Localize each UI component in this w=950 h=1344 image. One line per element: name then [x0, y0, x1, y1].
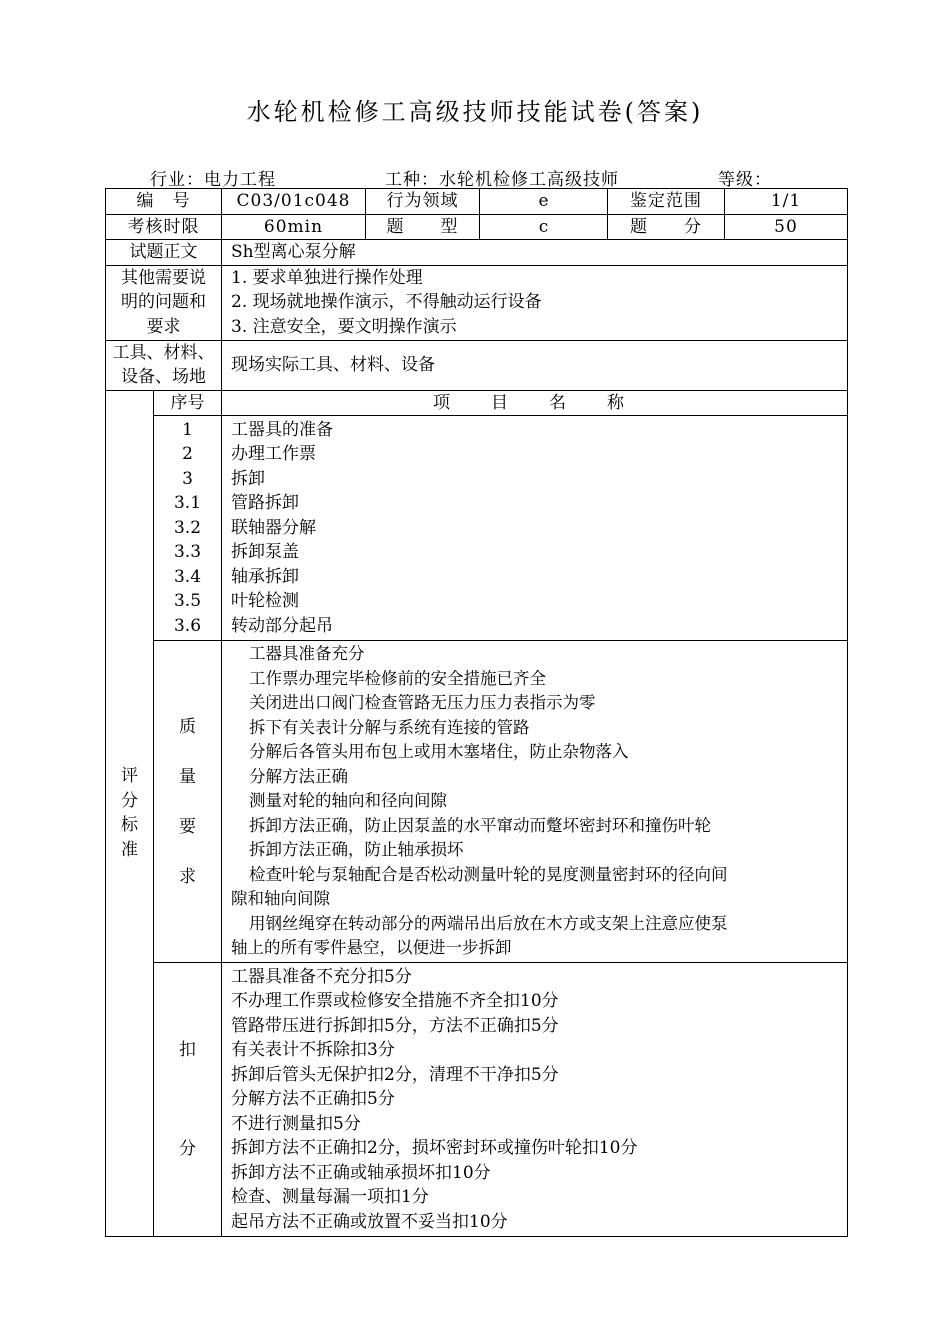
deduct-items: [222, 963, 848, 1237]
seq-header: 序号: [154, 390, 222, 416]
quality-item: 检查叶轮与泵轴配合是否松动测量叶轮的晃度测量密封环的径向间: [249, 864, 728, 884]
requirement-item: 1. 要求单独进行操作处理: [231, 267, 423, 288]
score-label: 题 分: [608, 214, 725, 240]
quality-item: 拆卸方法正确，防止轴承损坏: [249, 840, 464, 860]
quality-item: 隙和轴向间隙: [231, 889, 330, 909]
item-name: 管路拆卸: [231, 493, 299, 514]
seq-no: 2: [182, 444, 193, 465]
question-label: 试题正文: [106, 240, 222, 266]
requirement-item: 2. 现场就地操作演示，不得触动运行设备: [231, 292, 542, 313]
seq-no: 3.4: [173, 566, 202, 587]
seq-no: 3.5: [173, 591, 202, 612]
code-value: C03/01c048: [222, 189, 366, 215]
quality-item: 分解方法正确: [249, 766, 348, 786]
seq-column: [154, 416, 222, 641]
item-name: 拆卸: [231, 468, 265, 489]
quality-item: 拆卸方法正确，防止因泵盖的水平窜动而蹩坏密封环和撞伤叶轮: [249, 815, 711, 835]
type-label: 题 型: [366, 214, 480, 240]
other-requirements: [222, 265, 848, 340]
deduct-item: 不进行测量扣5分: [231, 1113, 361, 1134]
seq-no: 3.3: [173, 542, 202, 563]
quality-item: 拆下有关表计分解与系统有连接的管路: [249, 717, 530, 737]
deduct-item: 起吊方法不正确或放置不妥当扣10分: [231, 1211, 508, 1232]
quality-item: 工作票办理完毕检修前的安全措施已齐全: [249, 668, 546, 688]
deduct-item: 拆卸后管头无保护扣2分，清理不干净扣5分: [231, 1064, 559, 1085]
tools-text: 现场实际工具、材料、设备: [222, 340, 848, 390]
exam-table: [105, 188, 848, 1237]
code-label: 编 号: [106, 189, 222, 215]
seq-no: 3.1: [173, 493, 202, 514]
deduct-label: 扣 分: [154, 963, 222, 1237]
deduct-item: 有关表计不拆除扣3分: [231, 1040, 395, 1061]
time-label: 考核时限: [106, 214, 222, 240]
deduct-item: 检查、测量每漏一项扣1分: [231, 1187, 429, 1208]
item-names: [222, 416, 848, 641]
deduct-item: 拆卸方法不正确扣2分，损坏密封环或撞伤叶轮扣10分: [231, 1138, 638, 1159]
name-header: 项 目 名 称: [222, 390, 848, 416]
industry-label: 行业：电力工程: [150, 170, 276, 190]
scope-value: 1/1: [725, 189, 848, 215]
quality-item: 测量对轮的轴向和径向间隙: [249, 791, 447, 811]
type-value: c: [480, 214, 608, 240]
deduct-item: 工器具准备不充分扣5分: [231, 966, 412, 987]
quality-item: 工器具准备充分: [249, 644, 365, 664]
quality-label: 质 量 要 求: [154, 641, 222, 963]
seq-no: 3.2: [173, 517, 202, 538]
item-name: 转动部分起吊: [231, 615, 333, 636]
quality-requirements: [222, 641, 848, 963]
scoring-label: 评 分 标 准: [106, 390, 154, 1237]
requirement-item: 3. 注意安全，要文明操作演示: [231, 316, 457, 337]
tools-label: 工具、材料、 设备、场地: [106, 340, 222, 390]
grade-label: 等级：: [718, 170, 772, 190]
seq-no: 3.6: [173, 615, 202, 636]
page-title: 水轮机检修工高级技师技能试卷(答案): [246, 98, 704, 126]
quality-item: 关闭进出口阀门检查管路无压力压力表指示为零: [249, 693, 596, 713]
quality-item: 轴上的所有零件悬空，以便进一步拆卸: [231, 938, 512, 958]
item-name: 叶轮检测: [231, 591, 299, 612]
seq-no: 1: [182, 419, 193, 440]
scope-label: 鉴定范围: [608, 189, 725, 215]
quality-item: 用钢丝绳穿在转动部分的两端吊出后放在木方或支架上注意应使泵: [249, 913, 728, 933]
item-name: 工器具的准备: [231, 419, 333, 440]
time-value: 60min: [222, 214, 366, 240]
trade-label: 工种：水轮机检修工高级技师: [385, 170, 619, 190]
item-name: 办理工作票: [231, 444, 316, 465]
deduct-item: 拆卸方法不正确或轴承损坏扣10分: [231, 1162, 491, 1183]
score-value: 50: [725, 214, 848, 240]
item-name: 轴承拆卸: [231, 566, 299, 587]
domain-value: e: [480, 189, 608, 215]
quality-item: 分解后各管头用布包上或用木塞堵住，防止杂物落入: [249, 742, 629, 762]
seq-no: 3: [182, 468, 193, 489]
other-label: 其他需要说 明的问题和 要求: [106, 265, 222, 340]
deduct-item: 不办理工作票或检修安全措施不齐全扣10分: [231, 991, 559, 1012]
deduct-item: 分解方法不正确扣5分: [231, 1089, 395, 1110]
domain-label: 行为领域: [366, 189, 480, 215]
item-name: 拆卸泵盖: [231, 542, 299, 563]
deduct-item: 管路带压进行拆卸扣5分，方法不正确扣5分: [231, 1015, 559, 1036]
question-text: Sh型离心泵分解: [222, 240, 848, 266]
item-name: 联轴器分解: [231, 517, 316, 538]
